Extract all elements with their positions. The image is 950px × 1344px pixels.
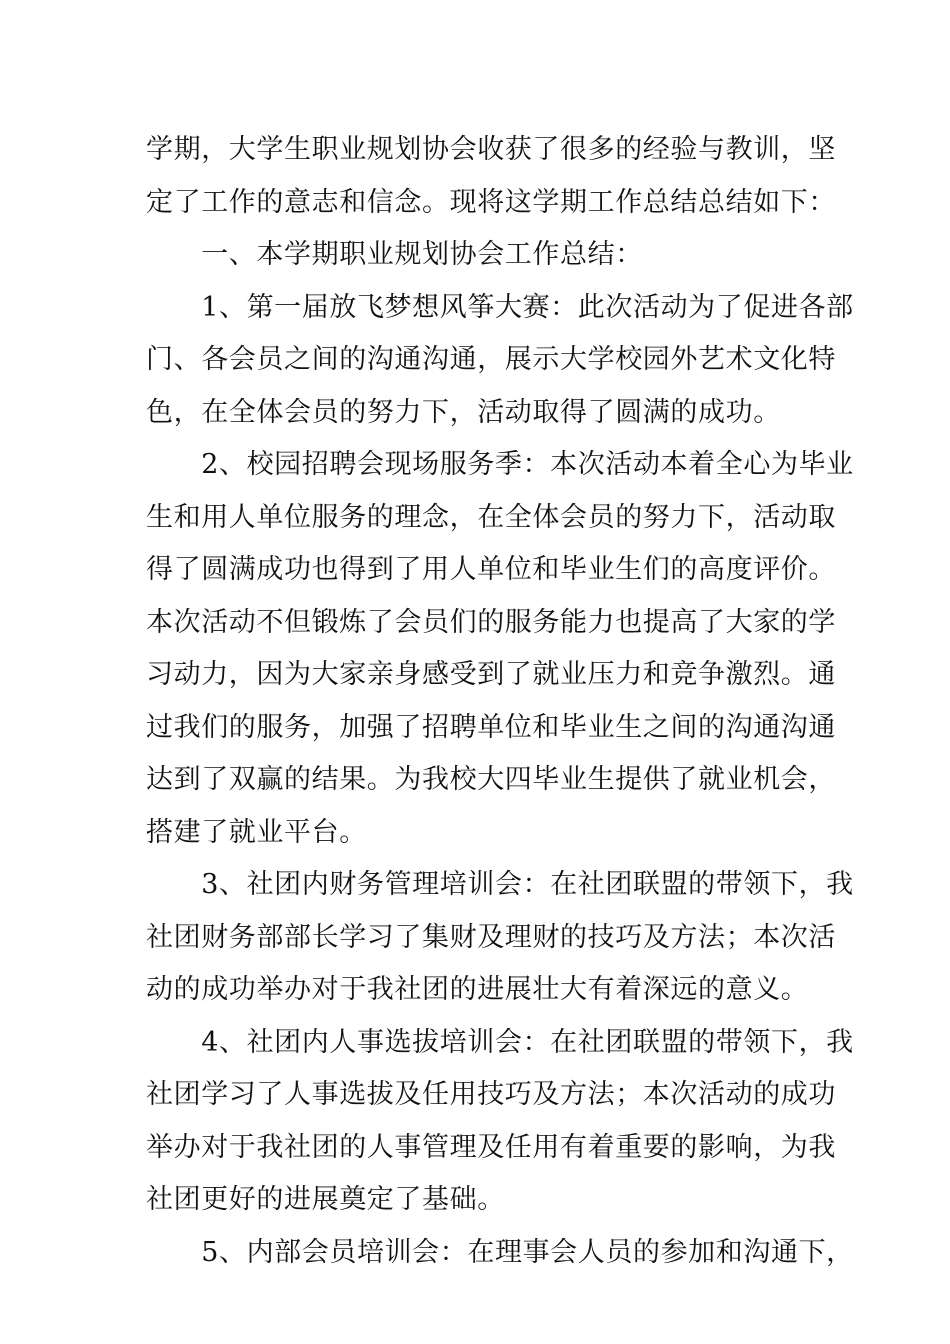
text-line: 社团财务部部长学习了集财及理财的技巧及方法；本次活 bbox=[146, 921, 836, 953]
text-line: 1、第一届放飞梦想风筝大赛：此次活动为了促进各部 bbox=[146, 291, 854, 323]
section-heading: 一、本学期职业规划协会工作总结： bbox=[146, 239, 643, 270]
document-body bbox=[146, 124, 854, 1279]
text-line: 定了工作的意志和信念。现将这学期工作总结总结如下： bbox=[146, 186, 836, 218]
text-line: 4、社团内人事选拔培训会：在社团联盟的带领下，我 bbox=[146, 1026, 854, 1058]
text-line: 习动力，因为大家亲身感受到了就业压力和竞争激烈。通 bbox=[146, 659, 836, 690]
text-line: 动的成功举办对于我社团的进展壮大有着深远的意义。 bbox=[146, 974, 809, 1005]
text-line: 生和用人单位服务的理念，在全体会员的努力下，活动取 bbox=[146, 501, 836, 533]
text-line: 3、社团内财务管理培训会：在社团联盟的带领下，我 bbox=[146, 869, 854, 900]
text-line: 社团学习了人事选拔及任用技巧及方法；本次活动的成功 bbox=[146, 1079, 836, 1110]
text-line: 社团更好的进展奠定了基础。 bbox=[146, 1184, 505, 1215]
text-line: 搭建了就业平台。 bbox=[146, 816, 367, 848]
text-line: 本次活动不但锻炼了会员们的服务能力也提高了大家的学 bbox=[146, 606, 836, 638]
text-line: 举办对于我社团的人事管理及任用有着重要的影响，为我 bbox=[146, 1131, 836, 1163]
text-line: 门、各会员之间的沟通沟通，展示大学校园外艺术文化特 bbox=[146, 344, 836, 375]
text-line: 色，在全体会员的努力下，活动取得了圆满的成功。 bbox=[146, 396, 781, 428]
text-line: 得了圆满成功也得到了用人单位和毕业生们的高度评价。 bbox=[146, 554, 836, 585]
text-line: 2、校园招聘会现场服务季：本次活动本着全心为毕业 bbox=[146, 449, 854, 480]
text-line: 5、内部会员培训会：在理事会人员的参加和沟通下， bbox=[146, 1236, 854, 1268]
text-line: 达到了双赢的结果。为我校大四毕业生提供了就业机会， bbox=[146, 764, 836, 795]
text-line: 学期，大学生职业规划协会收获了很多的经验与教训，坚 bbox=[146, 134, 836, 165]
text-line: 过我们的服务，加强了招聘单位和毕业生之间的沟通沟通 bbox=[146, 711, 836, 743]
